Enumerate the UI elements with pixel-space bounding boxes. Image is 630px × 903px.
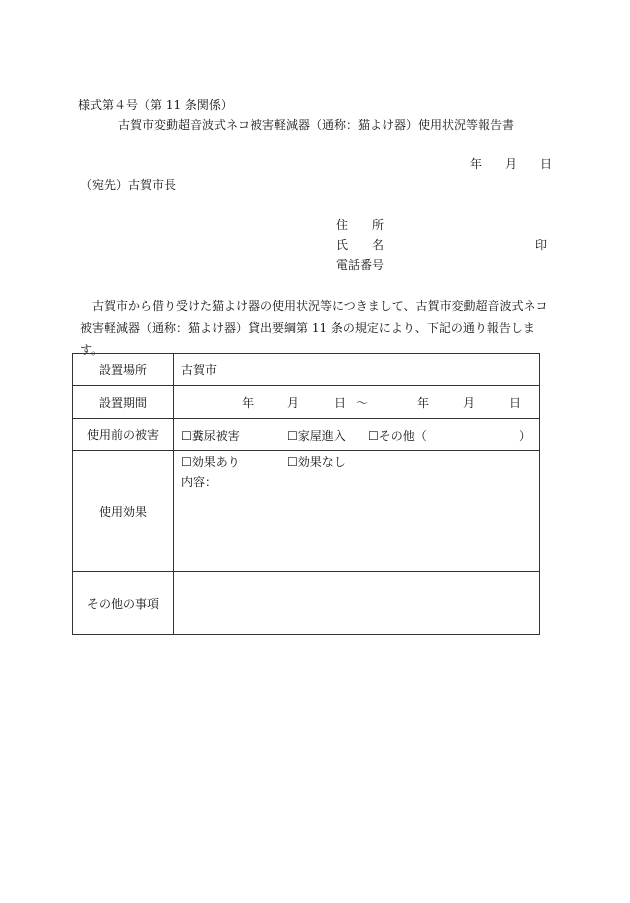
period-value[interactable]: [174, 386, 540, 419]
report-table: [72, 353, 540, 635]
period-end-day: 日: [509, 396, 522, 410]
name-label: 氏 名: [336, 238, 385, 252]
period-label: 設置期間: [73, 386, 174, 419]
damage-option-excrement[interactable]: ☐糞尿被害: [181, 429, 240, 443]
period-start-year: 年: [242, 396, 255, 410]
effect-content-label: 内容：: [181, 475, 218, 489]
date-day-label: 日: [540, 157, 553, 171]
form-number-label: 様式第４号（第 11 条関係）: [78, 98, 233, 112]
damage-options: [174, 419, 540, 451]
date-year-label: 年: [470, 157, 483, 171]
period-end-month: 月: [463, 396, 476, 410]
damage-label: 使用前の被害: [73, 419, 174, 451]
period-start-day: 日: [334, 396, 347, 410]
period-start-month: 月: [287, 396, 300, 410]
table-row-location: [73, 354, 540, 386]
address-label: 住 所: [336, 218, 385, 232]
table-row-other: [73, 572, 540, 635]
effect-option-no[interactable]: ☐効果なし: [287, 455, 346, 469]
document-title: 古賀市変動超音波式ネコ被害軽減器（通称：猫よけ器）使用状況等報告書: [118, 118, 515, 132]
location-value[interactable]: 古賀市: [174, 354, 540, 386]
other-label: その他の事項: [73, 572, 174, 635]
damage-option-other[interactable]: ☐その他（: [368, 429, 427, 443]
effect-value[interactable]: [174, 451, 540, 572]
seal-mark: 印: [535, 238, 548, 252]
effect-option-yes[interactable]: ☐効果あり: [181, 455, 240, 469]
location-label: 設置場所: [73, 354, 174, 386]
period-tilde: ～: [356, 396, 369, 410]
report-statement: 古賀市から借り受けた猫よけ器の使用状況等につきまして、古賀市変動超音波式ネコ被害軽減器（通称：猫よけ器）貸出要綱第 11 条の規定により、下記の通り報告します。: [80, 299, 548, 357]
effect-label: 使用効果: [73, 451, 174, 572]
date-month-label: 月: [505, 157, 518, 171]
addressee: （宛先）古賀市長: [80, 178, 177, 192]
period-end-year: 年: [417, 396, 430, 410]
other-value[interactable]: [174, 572, 540, 635]
phone-label: 電話番号: [336, 258, 385, 272]
damage-other-close-paren: ）: [519, 429, 532, 443]
table-row-effect: [73, 451, 540, 572]
table-row-damage: [73, 419, 540, 451]
table-row-period: [73, 386, 540, 419]
damage-option-intrusion[interactable]: ☐家屋進入: [287, 429, 346, 443]
